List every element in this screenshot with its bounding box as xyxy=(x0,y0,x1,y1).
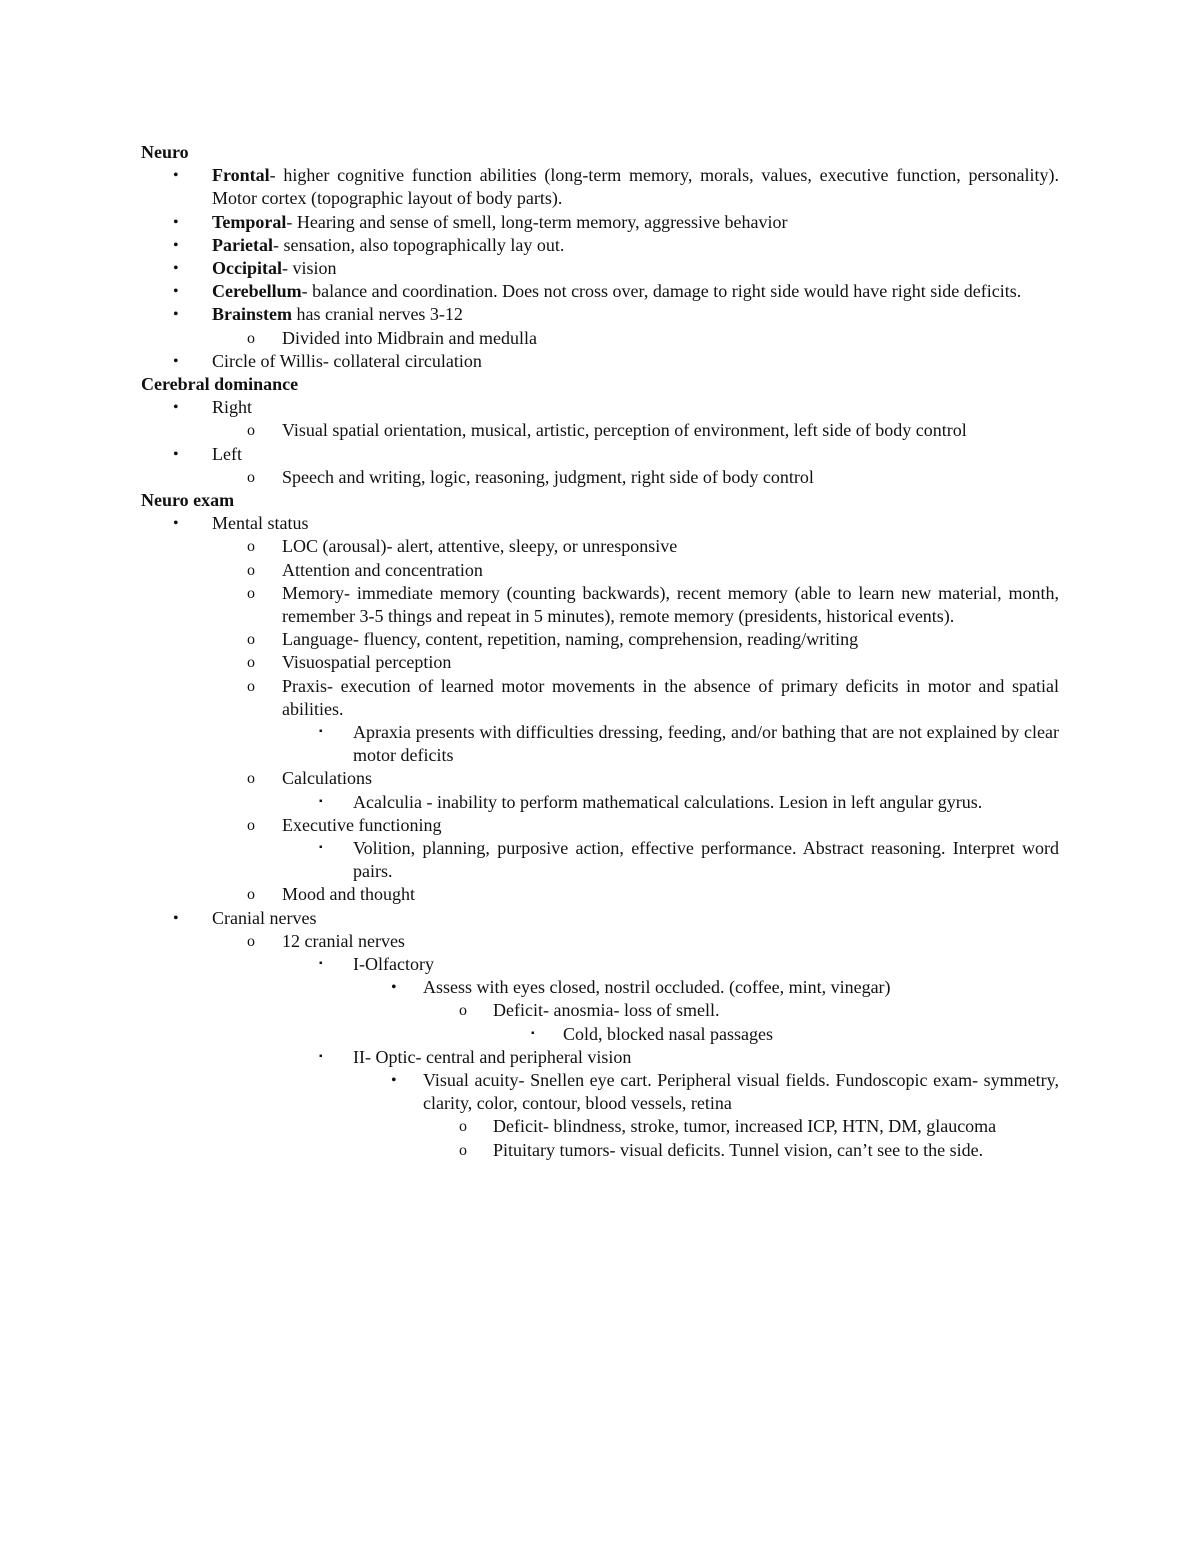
list-item-pituitary xyxy=(141,1139,1059,1162)
list-item-text: Visuospatial perception xyxy=(282,652,452,673)
term-label: Temporal xyxy=(212,211,287,232)
list-item-right-sub xyxy=(141,419,1059,442)
list-item-executive xyxy=(141,814,1059,837)
list-item-frontal xyxy=(141,164,1059,210)
bullet-icon: • xyxy=(173,515,179,533)
list-item-text: Deficit- blindness, stroke, tumor, increased ICP, HTN, DM, glaucoma xyxy=(493,1116,997,1137)
list-item-willis xyxy=(141,350,1059,373)
list-item-text: 12 cranial nerves xyxy=(282,930,405,951)
list-item-text: Deficit- anosmia- loss of smell. xyxy=(493,1000,720,1021)
term-label: Parietal xyxy=(212,234,273,255)
list-item-visuospatial xyxy=(141,651,1059,674)
section-heading-dominance: Cerebral dominance xyxy=(141,374,299,395)
bullet-icon: • xyxy=(173,260,179,277)
list-item-optic xyxy=(141,1046,1059,1069)
list-item-loc xyxy=(141,535,1059,558)
bullet-icon: • xyxy=(173,167,179,185)
circle-bullet-icon: o xyxy=(247,770,255,788)
list-item-occipital xyxy=(141,257,1059,280)
list-item-text: Calculations xyxy=(282,768,372,789)
circle-bullet-icon: o xyxy=(247,816,255,834)
circle-bullet-icon: o xyxy=(247,654,255,672)
list-item-left-sub xyxy=(141,466,1059,489)
term-description: - balance and coordination. Does not cross over, damage to right side would have right side deficits. xyxy=(301,281,1022,302)
list-item-text: Cold, blocked nasal passages xyxy=(563,1023,773,1044)
square-bullet-icon: ▪ xyxy=(319,1050,323,1062)
list-item-memory xyxy=(141,582,1059,628)
list-item-text: Attention and concentration xyxy=(282,559,483,580)
list-item-text: Language- fluency, content, repetition, naming, comprehension, reading/writing xyxy=(282,629,859,650)
list-item-twelve-nerves xyxy=(141,930,1059,953)
term-description: - higher cognitive function abilities (long-term memory, morals, values, executive function, personality). Motor cortex (topographic layout of body parts). xyxy=(212,165,1059,209)
list-item-temporal xyxy=(141,211,1059,234)
list-item-text: Cranial nerves xyxy=(212,907,317,928)
circle-bullet-icon: o xyxy=(459,1002,467,1020)
square-bullet-icon: ▪ xyxy=(319,958,323,970)
bullet-icon: • xyxy=(391,1072,397,1090)
list-item-left xyxy=(141,443,1059,466)
list-item-cerebellum xyxy=(141,280,1059,303)
list-item-text: Memory- immediate memory (counting backwards), recent memory (able to learn new material, month, remember 3-5 things and repeat in 5 minutes), remote memory (presidents, historical events). xyxy=(282,582,1059,627)
list-item-text: Visual spatial orientation, musical, artistic, perception of environment, left side of body control xyxy=(282,420,967,441)
list-item-text: Visual acuity- Snellen eye cart. Peripheral visual fields. Fundoscopic exam- symmetry, clarity, color, contour, blood vessels, retina xyxy=(423,1070,1059,1114)
term-label: Brainstem xyxy=(212,304,292,325)
circle-bullet-icon: o xyxy=(247,561,255,579)
term-label: Frontal xyxy=(212,165,270,186)
list-item-text: Divided into Midbrain and medulla xyxy=(282,327,537,348)
circle-bullet-icon: o xyxy=(459,1118,467,1136)
list-item-text: Pituitary tumors- visual deficits. Tunnel vision, can’t see to the side. xyxy=(493,1139,984,1160)
list-item-text: Acalculia - inability to perform mathematical calculations. Lesion in left angular gyrus. xyxy=(353,791,983,812)
circle-bullet-icon: o xyxy=(247,422,255,440)
circle-bullet-icon: o xyxy=(459,1141,467,1159)
term-label: Cerebellum xyxy=(212,281,302,302)
term-description: - vision xyxy=(282,258,337,278)
circle-bullet-icon: o xyxy=(247,886,255,904)
list-item-text: II- Optic- central and peripheral vision xyxy=(353,1046,632,1067)
list-item-mood xyxy=(141,883,1059,906)
list-item-optic-deficit xyxy=(141,1115,1059,1138)
list-item-olfactory xyxy=(141,953,1059,976)
bullet-icon: • xyxy=(173,236,179,254)
circle-bullet-icon: o xyxy=(247,584,255,602)
list-item-olfactory-deficit xyxy=(141,999,1059,1022)
list-item-text: Circle of Willis- collateral circulation xyxy=(212,350,482,371)
list-item-text: Right xyxy=(212,397,253,418)
list-item-olfactory-assess xyxy=(141,976,1059,999)
term-label: Occipital xyxy=(212,258,282,278)
list-item-acalculia xyxy=(141,791,1059,814)
section-heading-neuro-exam: Neuro exam xyxy=(141,490,235,511)
term-description: - Hearing and sense of smell, long-term memory, aggressive behavior xyxy=(286,211,788,232)
list-item-text: Speech and writing, logic, reasoning, judgment, right side of body control xyxy=(282,466,814,487)
square-bullet-icon: ▪ xyxy=(319,726,323,738)
bullet-icon: • xyxy=(173,909,179,927)
bullet-icon: • xyxy=(173,352,179,370)
square-bullet-icon: ▪ xyxy=(319,795,323,807)
bullet-icon: • xyxy=(173,399,179,417)
square-bullet-icon: ▪ xyxy=(531,1027,535,1039)
list-item-text: Executive functioning xyxy=(282,814,442,835)
term-description: has cranial nerves 3-12 xyxy=(292,304,463,325)
bullet-icon: • xyxy=(391,979,397,997)
section-heading-neuro: Neuro xyxy=(141,142,189,162)
list-item-praxis xyxy=(141,675,1059,721)
list-item-attention xyxy=(141,559,1059,582)
list-item-calculations xyxy=(141,767,1059,790)
list-item-optic-assess xyxy=(141,1069,1059,1115)
bullet-icon: • xyxy=(173,445,179,463)
list-item-cranial-nerves xyxy=(141,907,1059,930)
list-item-text: Apraxia presents with difficulties dressing, feeding, and/or bathing that are not explained by clear motor deficits xyxy=(353,722,1059,766)
square-bullet-icon: ▪ xyxy=(319,842,323,854)
list-item-text: Left xyxy=(212,443,242,464)
circle-bullet-icon: o xyxy=(247,677,255,695)
bullet-icon: • xyxy=(173,213,179,231)
list-item-apraxia xyxy=(141,721,1059,767)
circle-bullet-icon: o xyxy=(247,932,255,950)
list-item-olfactory-cause xyxy=(141,1023,1059,1046)
list-item-brainstem-sub xyxy=(141,327,1059,350)
list-item-text: Assess with eyes closed, nostril occluded. (coffee, mint, vinegar) xyxy=(423,977,891,998)
circle-bullet-icon: o xyxy=(247,468,255,486)
list-item-text: Mood and thought xyxy=(282,884,415,905)
circle-bullet-icon: o xyxy=(247,538,255,556)
list-item-mental-status xyxy=(141,512,1059,535)
list-item-text: I-Olfactory xyxy=(353,954,434,975)
list-item-text: Mental status xyxy=(212,513,309,534)
list-item-language xyxy=(141,628,1059,651)
circle-bullet-icon: o xyxy=(247,631,255,649)
bullet-icon: • xyxy=(173,283,179,301)
list-item-right xyxy=(141,396,1059,419)
circle-bullet-icon: o xyxy=(247,329,255,347)
list-item-text: Volition, planning, purposive action, effective performance. Abstract reasoning. Interpret word pairs. xyxy=(353,838,1059,882)
list-item-volition xyxy=(141,837,1059,883)
list-item-parietal xyxy=(141,234,1059,257)
list-item-text: Praxis- execution of learned motor movements in the absence of primary deficits in motor and spatial abilities. xyxy=(282,675,1059,719)
list-item-text: LOC (arousal)- alert, attentive, sleepy, or unresponsive xyxy=(282,536,678,557)
document-page xyxy=(141,141,1059,1162)
bullet-icon: • xyxy=(173,306,179,324)
term-description: - sensation, also topographically lay out. xyxy=(272,234,565,255)
list-item-brainstem xyxy=(141,303,1059,326)
